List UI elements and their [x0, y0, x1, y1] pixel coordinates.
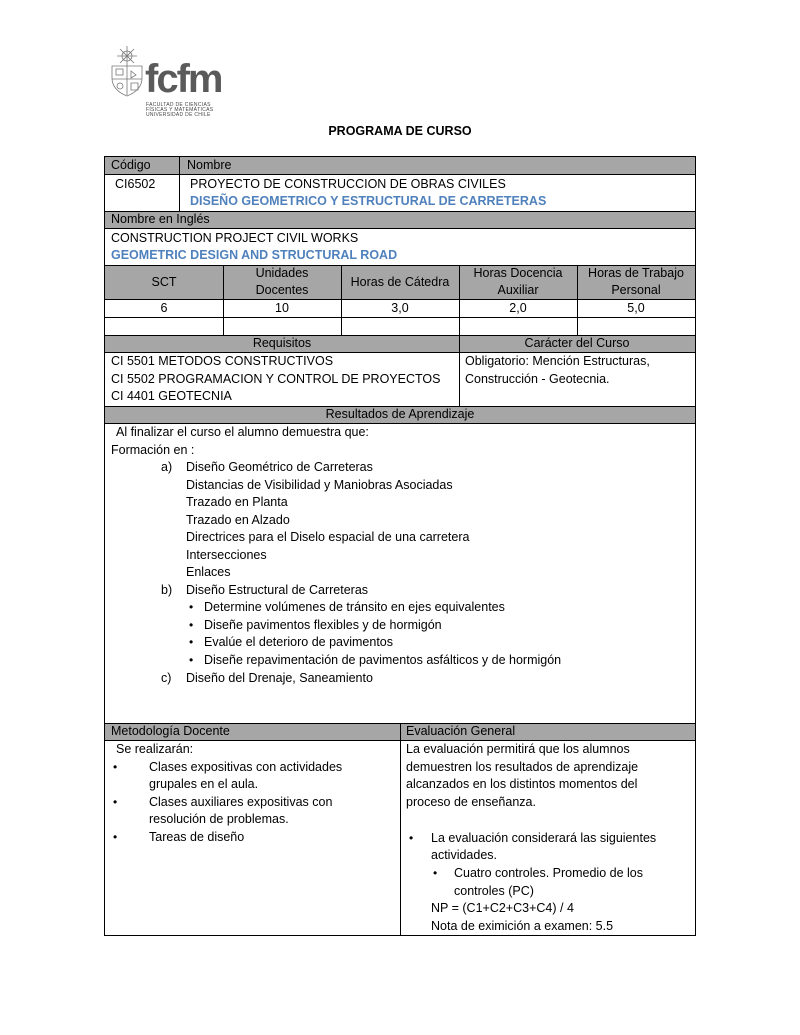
name-label: Nombre — [187, 158, 232, 172]
course-program-table — [104, 156, 696, 936]
personal-work-hours-value: 5,0 — [627, 301, 645, 315]
outcome-b-title: Diseño Estructural de Carreteras — [186, 583, 369, 597]
sct-header — [105, 265, 223, 299]
outcome-a-marker: a) — [161, 460, 173, 474]
evaluation-sub-line: Cuatro controles. Promedio de los — [454, 866, 643, 880]
document-title: PROGRAMA DE CURSO — [328, 124, 472, 138]
course-name-subtitle: DISEÑO GEOMETRICO Y ESTRUCTURAL DE CARRETERAS — [190, 194, 547, 208]
outcome-b-item: Diseñe pavimentos flexibles y de hormigón — [204, 618, 442, 632]
evaluation-label: Evaluación General — [406, 724, 516, 738]
outcome-b-item: Determine volúmenes de tránsito en ejes equivalentes — [204, 600, 505, 614]
requirements-label: Requisitos — [252, 336, 312, 350]
evaluation-bullet-line: actividades. — [431, 848, 498, 862]
evaluation-exemption: Nota de eximición a examen: 5.5 — [431, 919, 614, 933]
character-text: Obligatorio: Mención Estructuras, — [465, 354, 650, 368]
methodology-line: Tareas de diseño — [149, 830, 245, 844]
evaluation-intro-line: La evaluación permitirá que los alumnos — [406, 742, 630, 756]
lecture-hours-header — [341, 265, 459, 299]
methodology-label: Metodología Docente — [111, 724, 230, 738]
character-label: Carácter del Curso — [524, 336, 630, 350]
evaluation-intro-line: proceso de enseñanza. — [406, 795, 536, 809]
evaluation-intro-line: alcanzados en los distintos momentos del — [406, 777, 638, 791]
personal-work-hours-header-line: Personal — [611, 283, 661, 297]
outcome-b-marker: b) — [161, 583, 173, 597]
outcome-b-item: Evalúe el deterioro de pavimentos — [204, 635, 394, 649]
outcomes-intro: Al finalizar el curso el alumno demuestra que: — [116, 425, 369, 439]
outcome-a-item: Distancias de Visibilidad y Maniobras Asociadas — [186, 478, 453, 492]
methodology-line: Clases expositivas con actividades — [149, 760, 343, 774]
auxiliary-hours-value: 2,0 — [509, 301, 527, 315]
requirement-item: CI 4401 GEOTECNIA — [111, 389, 232, 403]
faculty-subtitle — [146, 103, 213, 119]
methodology-line: grupales en el aula. — [149, 777, 259, 791]
outcome-c-marker: c) — [161, 671, 172, 685]
evaluation-sub-line: controles (PC) — [454, 884, 534, 898]
requirement-item: CI 5502 PROGRAMACION Y CONTROL DE PROYECTOS — [111, 372, 441, 386]
english-name-label: Nombre en Inglés — [111, 212, 210, 226]
outcome-a-item: Trazado en Alzado — [186, 513, 290, 527]
outcome-a-item: Directrices para el Diselo espacial de una carretera — [186, 530, 470, 544]
fcfm-logo-text: fcfm — [145, 57, 222, 101]
lecture-hours-header-text: Horas de Cátedra — [350, 275, 450, 289]
faculty-subtitle-line: FÍSICAS Y MATEMÁTICAS — [146, 107, 214, 114]
outcomes-label: Resultados de Aprendizaje — [325, 407, 475, 421]
teaching-units-header-line: Unidades — [255, 266, 309, 280]
outcome-a-title: Diseño Geométrico de Carreteras — [186, 460, 373, 474]
bullet-icon: • — [189, 600, 194, 614]
bullet-icon: • — [409, 831, 414, 845]
outcomes-formation: Formación en : — [111, 443, 195, 457]
outcome-a-item: Intersecciones — [186, 548, 267, 562]
auxiliary-hours-header-line: Horas Docencia — [473, 266, 563, 280]
bullet-icon: • — [113, 830, 118, 844]
bullet-icon: • — [433, 866, 438, 880]
faculty-subtitle-line: UNIVERSIDAD DE CHILE — [146, 112, 211, 119]
outcome-a-item: Trazado en Planta — [186, 495, 288, 509]
methodology-intro: Se realizarán: — [116, 742, 194, 756]
course-code: CI6502 — [115, 177, 156, 191]
auxiliary-hours-header — [459, 265, 577, 299]
bullet-icon: • — [189, 653, 194, 667]
teaching-units-header — [223, 265, 341, 299]
outcome-a-item: Enlaces — [186, 565, 231, 579]
personal-work-hours-header — [577, 265, 695, 299]
english-name: CONSTRUCTION PROJECT CIVIL WORKS — [111, 231, 359, 245]
lecture-hours-value: 3,0 — [391, 301, 409, 315]
methodology-line: Clases auxiliares expositivas con — [149, 795, 333, 809]
methodology-line: resolución de problemas. — [149, 812, 289, 826]
teaching-units-header-line: Docentes — [255, 283, 309, 297]
evaluation-formula: NP = (C1+C2+C3+C4) / 4 — [431, 901, 574, 915]
course-name: PROYECTO DE CONSTRUCCION DE OBRAS CIVILES — [190, 177, 506, 191]
outcome-c-title: Diseño del Drenaje, Saneamiento — [186, 671, 373, 685]
bullet-icon: • — [189, 635, 194, 649]
requirement-item: CI 5501 METODOS CONSTRUCTIVOS — [111, 354, 334, 368]
sct-header-text: SCT — [151, 274, 177, 289]
bullet-icon: • — [189, 618, 194, 632]
character-text: Construcción - Geotecnia. — [465, 372, 610, 386]
evaluation-intro-line: demuestren los resultados de aprendizaje — [406, 760, 639, 774]
faculty-subtitle-line: FACULTAD DE CIENCIAS — [146, 102, 211, 108]
code-label: Código — [111, 158, 151, 172]
evaluation-bullet-line: La evaluación considerará las siguientes — [431, 831, 657, 845]
teaching-units-value: 10 — [275, 301, 289, 315]
personal-work-hours-header-line: Horas de Trabajo — [588, 266, 684, 280]
auxiliary-hours-header-line: Auxiliar — [497, 283, 539, 297]
english-name-subtitle: GEOMETRIC DESIGN AND STRUCTURAL ROAD — [111, 248, 398, 262]
bullet-icon: • — [113, 795, 118, 809]
outcome-b-item: Diseñe repavimentación de pavimentos asfálticos y de hormigón — [204, 653, 562, 667]
bullet-icon: • — [113, 760, 118, 774]
sct-value: 6 — [160, 301, 168, 315]
